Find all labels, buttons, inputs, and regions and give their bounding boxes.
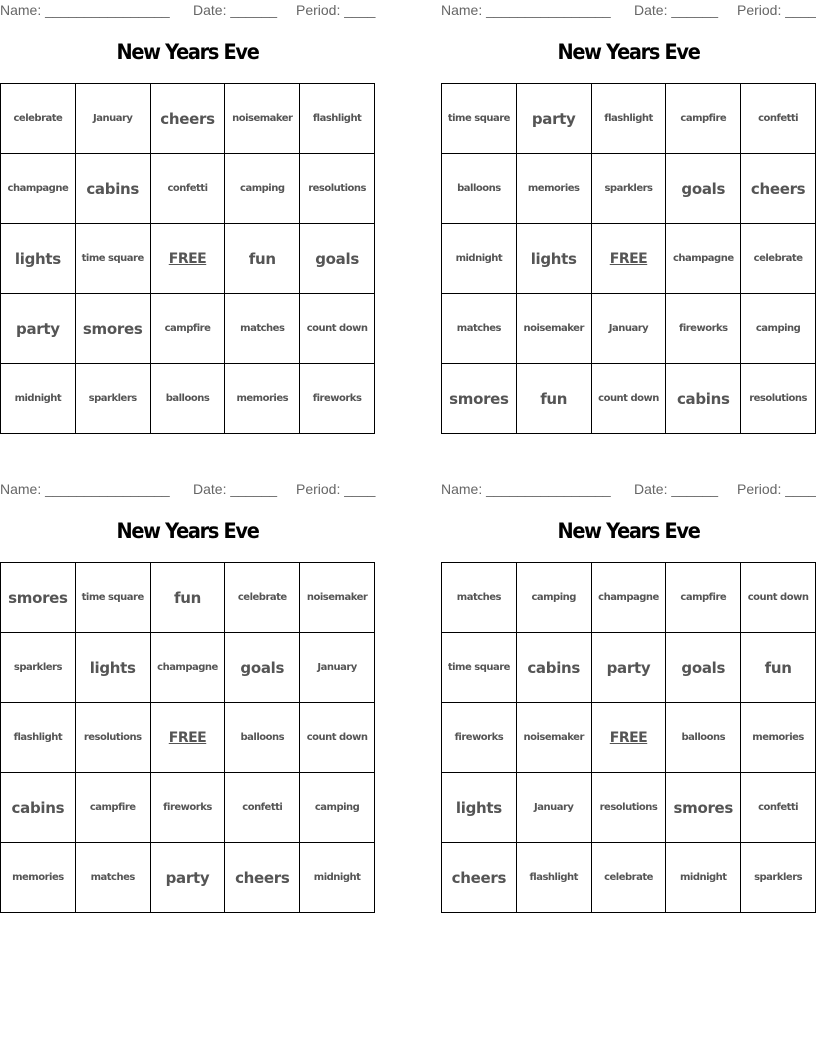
- bingo-cell: cabins: [517, 633, 592, 703]
- bingo-cell: noisemaker: [517, 294, 592, 364]
- bingo-card-4: [441, 479, 816, 911]
- bingo-cell: flashlight: [592, 84, 667, 154]
- bingo-cell: count down: [300, 294, 375, 364]
- bingo-cell: cabins: [666, 364, 741, 434]
- bingo-cell: celebrate: [741, 224, 816, 294]
- student-info-line: [0, 481, 375, 499]
- name-label: Name: ________________: [441, 481, 611, 497]
- bingo-cell: matches: [225, 294, 300, 364]
- bingo-cell: noisemaker: [225, 84, 300, 154]
- bingo-card-3: [0, 479, 375, 911]
- bingo-cell: matches: [442, 563, 517, 633]
- bingo-cell: midnight: [666, 843, 741, 913]
- bingo-cell: goals: [300, 224, 375, 294]
- bingo-cell: January: [517, 773, 592, 843]
- student-info-line: [441, 481, 816, 499]
- bingo-cell: midnight: [300, 843, 375, 913]
- period-label: Period: ____: [737, 2, 816, 18]
- bingo-cell: champagne: [592, 563, 667, 633]
- bingo-cell: camping: [517, 563, 592, 633]
- bingo-cell: matches: [442, 294, 517, 364]
- bingo-cell: noisemaker: [517, 703, 592, 773]
- bingo-cell: smores: [442, 364, 517, 434]
- bingo-grid: [441, 83, 816, 434]
- bingo-cell: goals: [666, 633, 741, 703]
- bingo-card-2: [441, 0, 816, 432]
- bingo-cell: resolutions: [741, 364, 816, 434]
- date-label: Date: ______: [634, 2, 719, 18]
- bingo-cell: time square: [76, 563, 151, 633]
- student-info-line: [0, 2, 375, 20]
- bingo-cell: campfire: [151, 294, 226, 364]
- bingo-cell: cheers: [442, 843, 517, 913]
- bingo-cell: party: [517, 84, 592, 154]
- bingo-cell: flashlight: [1, 703, 76, 773]
- bingo-cell: party: [1, 294, 76, 364]
- bingo-cell: January: [592, 294, 667, 364]
- date-label: Date: ______: [193, 481, 278, 497]
- free-space-cell: FREE: [151, 224, 226, 294]
- period-label: Period: ____: [296, 481, 376, 497]
- card-title: New Years Eve: [116, 519, 259, 543]
- period-label: Period: ____: [737, 481, 816, 497]
- bingo-cell: memories: [225, 364, 300, 434]
- bingo-cell: noisemaker: [300, 563, 375, 633]
- bingo-cell: balloons: [666, 703, 741, 773]
- bingo-cell: time square: [76, 224, 151, 294]
- bingo-cell: champagne: [1, 154, 76, 224]
- bingo-cell: time square: [442, 84, 517, 154]
- bingo-cell: fun: [225, 224, 300, 294]
- bingo-cell: lights: [442, 773, 517, 843]
- bingo-cell: camping: [300, 773, 375, 843]
- bingo-cell: balloons: [442, 154, 517, 224]
- bingo-cell: flashlight: [300, 84, 375, 154]
- bingo-cell: balloons: [151, 364, 226, 434]
- bingo-cell: cabins: [1, 773, 76, 843]
- name-label: Name: ________________: [0, 481, 170, 497]
- bingo-cell: fireworks: [442, 703, 517, 773]
- bingo-cell: count down: [300, 703, 375, 773]
- bingo-cell: sparklers: [76, 364, 151, 434]
- bingo-cell: champagne: [151, 633, 226, 703]
- bingo-cell: fireworks: [151, 773, 226, 843]
- bingo-cell: goals: [225, 633, 300, 703]
- bingo-cell: midnight: [442, 224, 517, 294]
- bingo-cell: cheers: [151, 84, 226, 154]
- bingo-cell: smores: [76, 294, 151, 364]
- bingo-cell: cheers: [741, 154, 816, 224]
- bingo-grid: [0, 83, 375, 434]
- bingo-cell: fun: [517, 364, 592, 434]
- bingo-cell: midnight: [1, 364, 76, 434]
- bingo-card-1: [0, 0, 375, 432]
- bingo-cell: campfire: [76, 773, 151, 843]
- bingo-cell: count down: [741, 563, 816, 633]
- bingo-cell: celebrate: [592, 843, 667, 913]
- bingo-cell: memories: [1, 843, 76, 913]
- bingo-cell: lights: [76, 633, 151, 703]
- bingo-cell: balloons: [225, 703, 300, 773]
- bingo-cell: smores: [1, 563, 76, 633]
- bingo-cell: resolutions: [76, 703, 151, 773]
- bingo-cell: party: [592, 633, 667, 703]
- bingo-cell: goals: [666, 154, 741, 224]
- bingo-cell: fireworks: [666, 294, 741, 364]
- card-title: New Years Eve: [557, 40, 700, 64]
- bingo-cell: fun: [151, 563, 226, 633]
- bingo-cell: party: [151, 843, 226, 913]
- bingo-cell: camping: [741, 294, 816, 364]
- card-title: New Years Eve: [116, 40, 259, 64]
- bingo-cell: time square: [442, 633, 517, 703]
- bingo-cell: lights: [517, 224, 592, 294]
- bingo-cell: confetti: [151, 154, 226, 224]
- bingo-cell: celebrate: [1, 84, 76, 154]
- bingo-cell: resolutions: [300, 154, 375, 224]
- bingo-cell: lights: [1, 224, 76, 294]
- bingo-cell: champagne: [666, 224, 741, 294]
- bingo-cell: fireworks: [300, 364, 375, 434]
- date-label: Date: ______: [634, 481, 719, 497]
- bingo-cell: flashlight: [517, 843, 592, 913]
- bingo-grid: [441, 562, 816, 913]
- name-label: Name: ________________: [441, 2, 611, 18]
- bingo-cell: count down: [592, 364, 667, 434]
- bingo-cell: cheers: [225, 843, 300, 913]
- bingo-cell: smores: [666, 773, 741, 843]
- bingo-cell: fun: [741, 633, 816, 703]
- bingo-cell: confetti: [741, 84, 816, 154]
- bingo-cell: celebrate: [225, 563, 300, 633]
- bingo-cell: January: [76, 84, 151, 154]
- free-space-cell: FREE: [592, 703, 667, 773]
- bingo-cell: cabins: [76, 154, 151, 224]
- period-label: Period: ____: [296, 2, 376, 18]
- bingo-cell: camping: [225, 154, 300, 224]
- bingo-cell: resolutions: [592, 773, 667, 843]
- free-space-cell: FREE: [592, 224, 667, 294]
- student-info-line: [441, 2, 816, 20]
- bingo-cell: sparklers: [741, 843, 816, 913]
- bingo-cell: confetti: [741, 773, 816, 843]
- name-label: Name: ________________: [0, 2, 170, 18]
- free-space-cell: FREE: [151, 703, 226, 773]
- bingo-cell: campfire: [666, 563, 741, 633]
- card-title: New Years Eve: [557, 519, 700, 543]
- bingo-cell: matches: [76, 843, 151, 913]
- bingo-grid: [0, 562, 375, 913]
- bingo-cell: sparklers: [592, 154, 667, 224]
- date-label: Date: ______: [193, 2, 278, 18]
- bingo-cell: sparklers: [1, 633, 76, 703]
- bingo-cell: confetti: [225, 773, 300, 843]
- bingo-cell: memories: [741, 703, 816, 773]
- bingo-cell: memories: [517, 154, 592, 224]
- bingo-cell: January: [300, 633, 375, 703]
- bingo-cell: campfire: [666, 84, 741, 154]
